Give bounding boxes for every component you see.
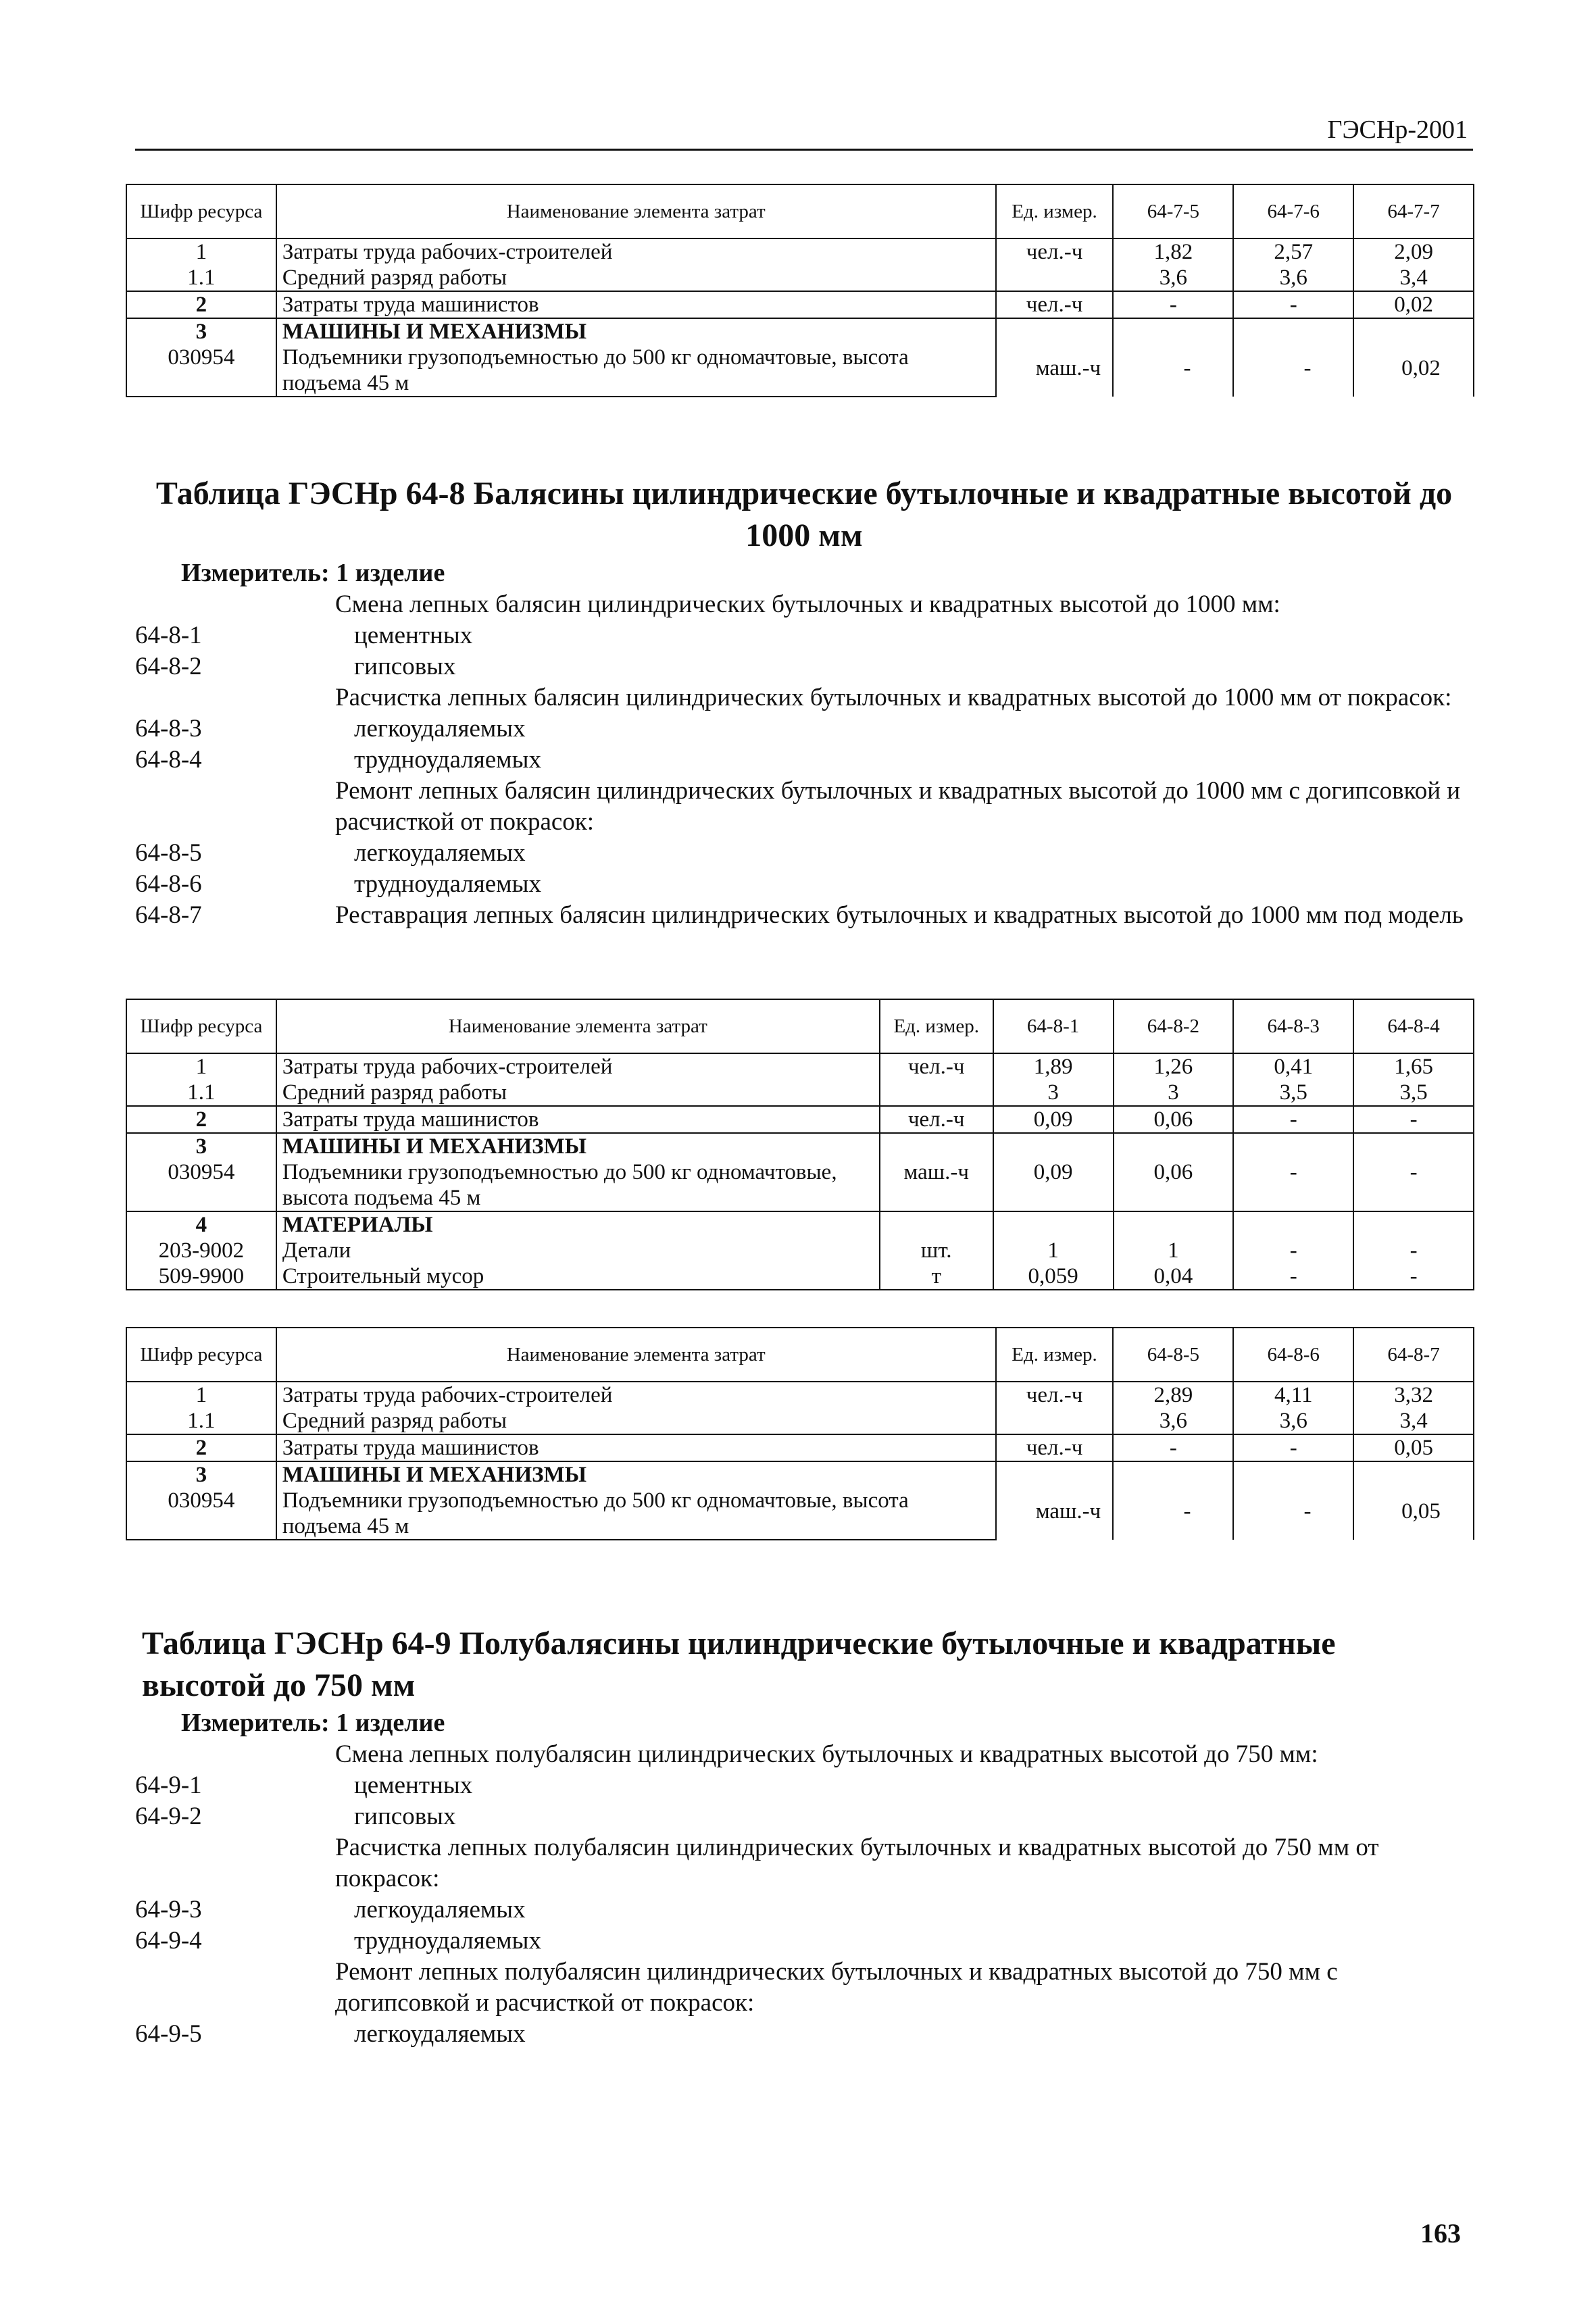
table-row: 1 Затраты труда рабочих-строителей чел.-ч 1,82 2,57 2,09: [126, 238, 1474, 265]
cell-unit: маш.-ч: [1035, 1499, 1101, 1524]
table-row: 203-9002 Детали шт. 1 1 - -: [126, 1238, 1474, 1263]
header-col: 64-8-5: [1113, 1328, 1233, 1382]
table-row: 2 Затраты труда машинистов чел.-ч - - 0,02: [126, 291, 1474, 318]
header-col: 64-8-1: [993, 999, 1114, 1053]
table-row: 1 Затраты труда рабочих-строителей чел.-ч 2,89 4,11 3,32: [126, 1382, 1474, 1408]
header-col: 64-7-7: [1353, 184, 1474, 238]
table-row: 2 Затраты труда машинистов чел.-ч 0,09 0,06 - -: [126, 1106, 1474, 1133]
page-number: 163: [1420, 2218, 1461, 2248]
header-unit: Ед. измер.: [880, 999, 993, 1053]
list-item: 64-8-3 легкоудаляемых: [135, 715, 526, 743]
header-name: Наименование элемента затрат: [276, 999, 880, 1053]
header-col: 64-8-4: [1353, 999, 1474, 1053]
meter-label: Измеритель: 1 изделие: [181, 559, 445, 587]
header-col: 64-7-5: [1113, 184, 1233, 238]
section-title-text: Таблица ГЭСНр 64-9 Полубалясины цилиндрические бутылочные и квадратные высотой до 750 мм: [142, 1626, 1336, 1703]
cell-value: 0,05: [1401, 1499, 1441, 1524]
list-item: 64-8-7 Реставрация лепных балясин цилиндрических бутылочных и квадратных высотой до 1000 мм под модель: [135, 901, 1464, 929]
header-code: Шифр ресурса: [126, 999, 276, 1053]
header-unit: Ед. измер.: [996, 1328, 1114, 1382]
table-row: 030954 Подъемники грузоподъемностью до 500 кг одномачтовые, высота подъема 45 м маш.-ч 0,09 0,06 - -: [126, 1159, 1474, 1211]
page-header: [135, 108, 1473, 151]
header-name: Наименование элемента затрат: [276, 1328, 996, 1382]
list-item: 64-9-1 цементных: [135, 1771, 473, 1799]
meter-label: Измеритель: 1 изделие: [181, 1709, 445, 1737]
table-row: 1.1 Средний разряд работы 3,6 3,6 3,4: [126, 1408, 1474, 1434]
table-row: 030954 Подъемники грузоподъемностью до 500 кг одномачтовые, высота подъема 45 м: [126, 345, 1474, 397]
table-row: 1 Затраты труда рабочих-строителей чел.-ч 1,89 1,26 0,41 1,65: [126, 1053, 1474, 1080]
list-item: 64-8-1 цементных: [135, 622, 473, 649]
header-code: Шифр ресурса: [126, 184, 276, 238]
resource-table-64-8-a: [126, 999, 1474, 1290]
cell-value: -: [1303, 1499, 1312, 1524]
table-row: 3 МАШИНЫ И МЕХАНИЗМЫ: [126, 1461, 1474, 1488]
section-title: Таблица ГЭСНр 64-8 Балясины цилиндрические бутылочные и квадратные высотой до 1000 мм: [155, 476, 1453, 553]
work-list: [135, 589, 1473, 931]
table-row: 3 МАШИНЫ И МЕХАНИЗМЫ: [126, 1133, 1474, 1159]
list-item: Расчистка лепных полубалясин цилиндрических бутылочных и квадратных высотой до 750 мм от покрасок:: [335, 1834, 1379, 1892]
list-item: 64-8-2 гипсовых: [135, 653, 456, 680]
table-row: 1.1 Средний разряд работы 3 3 3,5 3,5: [126, 1080, 1474, 1106]
table-row: 030954 Подъемники грузоподъемностью до 500 кг одномачтовые, высота подъема 45 м: [126, 1488, 1474, 1540]
cell-unit: маш.-ч: [1035, 356, 1101, 380]
list-item: 64-9-4 трудноудаляемых: [135, 1927, 541, 1955]
list-item: 64-9-2 гипсовых: [135, 1803, 456, 1830]
header-code: Шифр ресурса: [126, 1328, 276, 1382]
list-item: Расчистка лепных балясин цилиндрических бутылочных и квадратных высотой до 1000 мм от покрасок:: [335, 684, 1452, 711]
list-item: Смена лепных полубалясин цилиндрических бутылочных и квадратных высотой до 750 мм:: [335, 1740, 1318, 1768]
table-row: 1.1 Средний разряд работы 3,6 3,6 3,4: [126, 265, 1474, 291]
section-title: [135, 1623, 1358, 1707]
header-col: 64-7-6: [1233, 184, 1353, 238]
work-list: [135, 1739, 1473, 2050]
document-code: ГЭСНр-2001: [1327, 116, 1468, 144]
cell-value: -: [1303, 356, 1312, 380]
list-item: Ремонт лепных полубалясин цилиндрических бутылочных и квадратных высотой до 750 мм с догипсовкой и расчисткой от покрасок:: [335, 1958, 1338, 2017]
list-item: 64-9-5 легкоудаляемых: [135, 2020, 526, 2048]
list-item: Ремонт лепных балясин цилиндрических бутылочных и квадратных высотой до 1000 мм с догипсовкой и расчисткой от покрасок:: [335, 777, 1461, 836]
table-row: 3 МАШИНЫ И МЕХАНИЗМЫ: [126, 318, 1474, 345]
table-row: 509-9900 Строительный мусор т 0,059 0,04 - -: [126, 1263, 1474, 1290]
list-item: Смена лепных балясин цилиндрических бутылочных и квадратных высотой до 1000 мм:: [335, 590, 1280, 618]
header-col: 64-8-3: [1233, 999, 1353, 1053]
list-item: 64-8-6 трудноудаляемых: [135, 870, 541, 898]
header-name: Наименование элемента затрат: [276, 184, 996, 238]
header-col: 64-8-6: [1233, 1328, 1353, 1382]
header-col: 64-8-2: [1114, 999, 1234, 1053]
header-col: 64-8-7: [1353, 1328, 1474, 1382]
list-item: 64-9-3 легкоудаляемых: [135, 1896, 526, 1923]
table-row: 2 Затраты труда машинистов чел.-ч - - 0,05: [126, 1434, 1474, 1461]
list-item: 64-8-5 легкоудаляемых: [135, 839, 526, 867]
cell-value: -: [1183, 356, 1191, 380]
table-row: 4 МАТЕРИАЛЫ: [126, 1211, 1474, 1238]
header-unit: Ед. измер.: [996, 184, 1114, 238]
cell-value: 0,02: [1401, 356, 1441, 380]
cell-value: -: [1183, 1499, 1191, 1524]
list-item: 64-8-4 трудноудаляемых: [135, 746, 541, 774]
